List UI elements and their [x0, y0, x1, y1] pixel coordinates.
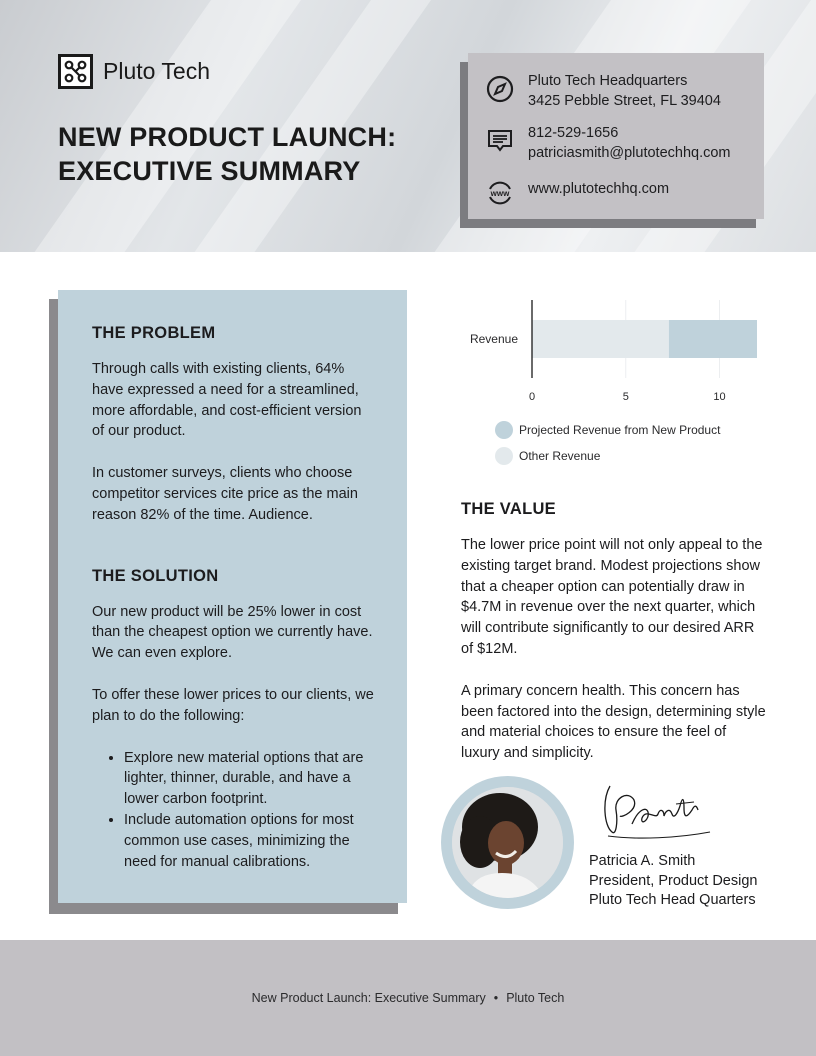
footer-document-title: New Product Launch: Executive Summary: [251, 991, 486, 1005]
contact-box: [468, 53, 764, 219]
x-tick-label: 0: [528, 391, 536, 403]
email-link[interactable]: patriciasmith@plutotechhq.com: [528, 145, 731, 161]
address-name: Pluto Tech Headquarters: [528, 73, 688, 89]
svg-text:www: www: [490, 189, 510, 198]
revenue-chart: [460, 296, 770, 476]
brand-name: Pluto Tech: [103, 58, 210, 84]
footer: [0, 940, 816, 1056]
list-item: • Explore new material options that are lighter, thinner, durable, and have a lower carbon footprint.: [124, 748, 377, 810]
contact-phone-email-row: [486, 123, 764, 163]
x-tick-label: 5: [622, 391, 629, 403]
value-paragraph-2: A primary concern health. This concern has been factored into the design, determining style and material choices to ensure the feel of luxury and simplicity.: [461, 682, 766, 762]
bar-projected-revenue-from-new-product: [669, 320, 757, 358]
title-line-2: EXECUTIVE SUMMARY: [58, 156, 361, 186]
problem-heading: THE PROBLEM: [92, 324, 216, 342]
footer-separator: •: [493, 991, 499, 1005]
solution-paragraph-1: Our new product will be 25% lower in cost than the cheapest option we currently have. We can even explore.: [92, 603, 373, 662]
solution-paragraph-2: To offer these lower prices to our clients, we plan to do the following:: [92, 686, 374, 724]
page-title: [58, 120, 396, 188]
value-section: [461, 500, 767, 785]
address-street: 3425 Pebble Street, FL 39404: [528, 93, 721, 109]
compass-icon: [486, 75, 514, 103]
x-tick-label: 10: [713, 391, 726, 403]
circuit-logo-icon: [58, 54, 93, 89]
signer-name: Patricia A. Smith: [589, 853, 696, 869]
contact-address-row: [486, 71, 764, 111]
category-label: Revenue: [469, 332, 518, 346]
avatar-ring: [441, 776, 574, 909]
legend-swatch: [495, 447, 513, 465]
title-line-1: NEW PRODUCT LAUNCH:: [58, 122, 397, 152]
phone-number: 812-529-1656: [528, 125, 619, 141]
legend-label: Projected Revenue from New Product: [519, 423, 721, 437]
signer-organization: Pluto Tech Head Quarters: [589, 892, 756, 908]
www-icon: [486, 179, 514, 207]
problem-paragraph-2: In customer surveys, clients who choose competitor services cite price as the main reason 82% of the time. Audience.: [92, 465, 358, 523]
list-item: • Include automation options for most common use cases, minimizing the need for manual calibrations.: [124, 810, 377, 872]
contact-website-row: [486, 175, 764, 207]
value-heading: THE VALUE: [461, 500, 556, 518]
solution-heading: THE SOLUTION: [92, 566, 219, 585]
signature-image: [598, 780, 718, 844]
legend-swatch: [495, 421, 513, 439]
avatar: [452, 787, 563, 898]
brand-logo: [58, 54, 210, 89]
bar-other-revenue: [532, 320, 669, 358]
legend-label: Other Revenue: [519, 449, 601, 463]
footer-brand: Pluto Tech: [506, 991, 565, 1005]
value-paragraph-1: The lower price point will not only appeal to the existing target brand. Modest projections show that a cheaper option can potentially draw in $4.7M in revenue over the next quarter, which will contribute significantly to our desired ARR of $12M.: [461, 537, 763, 657]
message-icon: [486, 127, 514, 155]
solution-bullet-list: [124, 748, 377, 873]
problem-solution-panel: [58, 290, 407, 903]
problem-paragraph-1: Through calls with existing clients, 64% have expressed a need for a streamlined, more affordable, and cost-efficient version of our product.: [92, 361, 362, 440]
signer-title: President, Product Design: [589, 872, 758, 889]
website-link[interactable]: www.plutotechhq.com: [528, 181, 670, 197]
signer-block: [589, 852, 757, 911]
